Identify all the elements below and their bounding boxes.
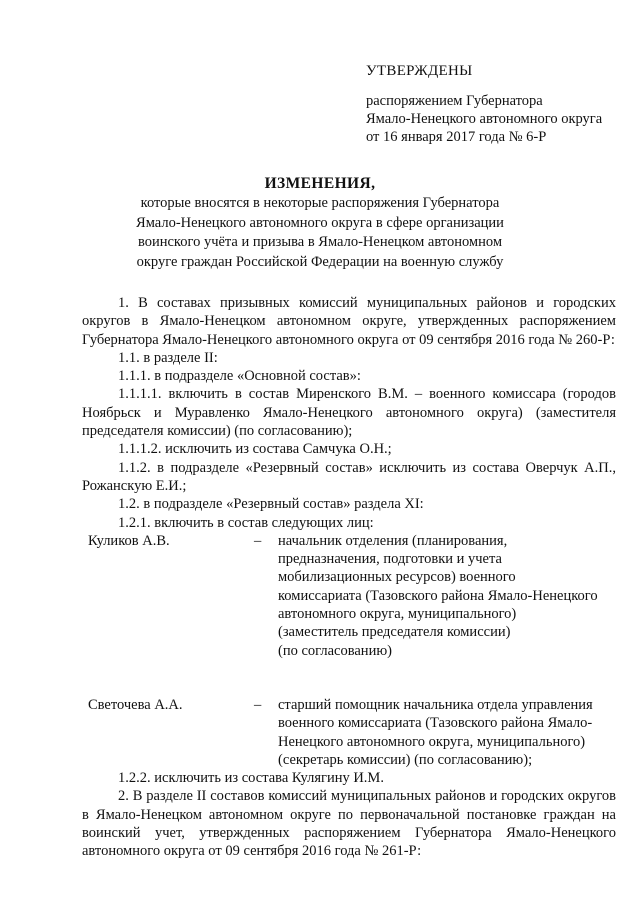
person-entry-kulikov: [82, 532, 616, 660]
document-heading: [120, 174, 520, 272]
person-role-line: (по согласованию): [278, 642, 392, 659]
heading-subtitle-line: которые вносятся в некоторые распоряжения Губернатора: [140, 195, 500, 211]
heading-title: ИЗМЕНЕНИЯ,: [264, 175, 376, 192]
spacer: [82, 660, 616, 678]
person-role-line: (заместитель председателя комиссии): [278, 624, 511, 641]
paragraph-1-1-1: 1.1.1. в подразделе «Основной состав»:: [118, 368, 361, 385]
person-role-line: начальник отделения (планирования,: [278, 532, 508, 549]
approval-title: УТВЕРЖДЕНЫ: [366, 63, 473, 79]
person-role-line: автономного округа, муниципального): [278, 606, 517, 623]
person-role-line: (секретарь комиссии) (по согласованию);: [278, 751, 533, 768]
heading-subtitle-line: воинского учёта и призыва в Ямало-Ненецком автономном: [137, 234, 503, 250]
person-role-line: комиссариата (Тазовского района Ямало-Ненецкого: [278, 587, 598, 604]
person-name: Куликов А.В.: [88, 532, 170, 549]
document-body: [82, 294, 616, 861]
spacer: [82, 678, 616, 696]
person-entry-svetocheva: [82, 696, 616, 769]
paragraph-1-2-1: 1.2.1. включить в состав следующих лиц:: [118, 514, 374, 531]
person-role-line: мобилизационных ресурсов) военного: [278, 569, 516, 586]
paragraph-2: 2. В разделе II составов комиссий муниципальных районов и городских округов в Ямало-Ненецком автономном округе по первоначальной постановке граждан на воинский учет, утвержденных распоряжением Губернатора Ямало-Ненецкого автономного округа от 09 сентября 2016 года № 261-Р:: [82, 788, 616, 860]
paragraph-1-2-2: 1.2.2. исключить из состава Кулягину И.М.: [118, 770, 384, 787]
person-name: Светочева А.А.: [88, 696, 183, 713]
paragraph-1-1-1-1: 1.1.1.1. включить в состав Миренского В.М. – военного комиссара (городов Ноябрьск и Муравленко Ямало-Ненецкого автономного округа) (заместителя председателя комиссии) (по согласованию);: [82, 386, 616, 440]
approval-line: Ямало-Ненецкого автономного округа: [366, 111, 603, 127]
person-role: [278, 532, 616, 660]
paragraph-1-1-1-2: 1.1.1.2. исключить из состава Самчука О.Н.;: [118, 441, 392, 458]
heading-subtitle-line: округе граждан Российской Федерации на военную службу: [136, 253, 504, 270]
person-dash: –: [254, 696, 262, 713]
person-role-line: предназначения, подготовки и учета: [278, 551, 502, 568]
person-role-line: военного комиссариата (Тазовского района Ямало-: [278, 715, 593, 732]
paragraph-1-2: 1.2. в подразделе «Резервный состав» раздела XI:: [118, 496, 424, 513]
paragraph-1: 1. В составах призывных комиссий муниципальных районов и городских округов в Ямало-Ненецком автономном округе, утвержденных распоряжением Губернатора Ямало-Ненецкого автономного округа от 09 сентября 2016 года № 260-Р:: [82, 295, 616, 348]
paragraph-1-1: 1.1. в разделе II:: [118, 349, 218, 366]
heading-subtitle-line: Ямало-Ненецкого автономного округа в сфере организации: [136, 214, 504, 231]
person-dash: –: [254, 532, 262, 549]
paragraph-1-1-2: 1.1.2. в подразделе «Резервный состав» исключить из состава Оверчук А.П., Рожанскую Е.И.;: [82, 459, 616, 494]
person-role-line: старший помощник начальника отдела управления: [278, 696, 593, 713]
approval-block: [366, 62, 616, 146]
person-role: [278, 696, 616, 769]
person-role-line: Ненецкого автономного округа, муниципального): [278, 733, 586, 750]
approval-line: от 16 января 2017 года № 6-Р: [366, 129, 547, 145]
approval-line: распоряжением Губернатора: [366, 93, 543, 109]
